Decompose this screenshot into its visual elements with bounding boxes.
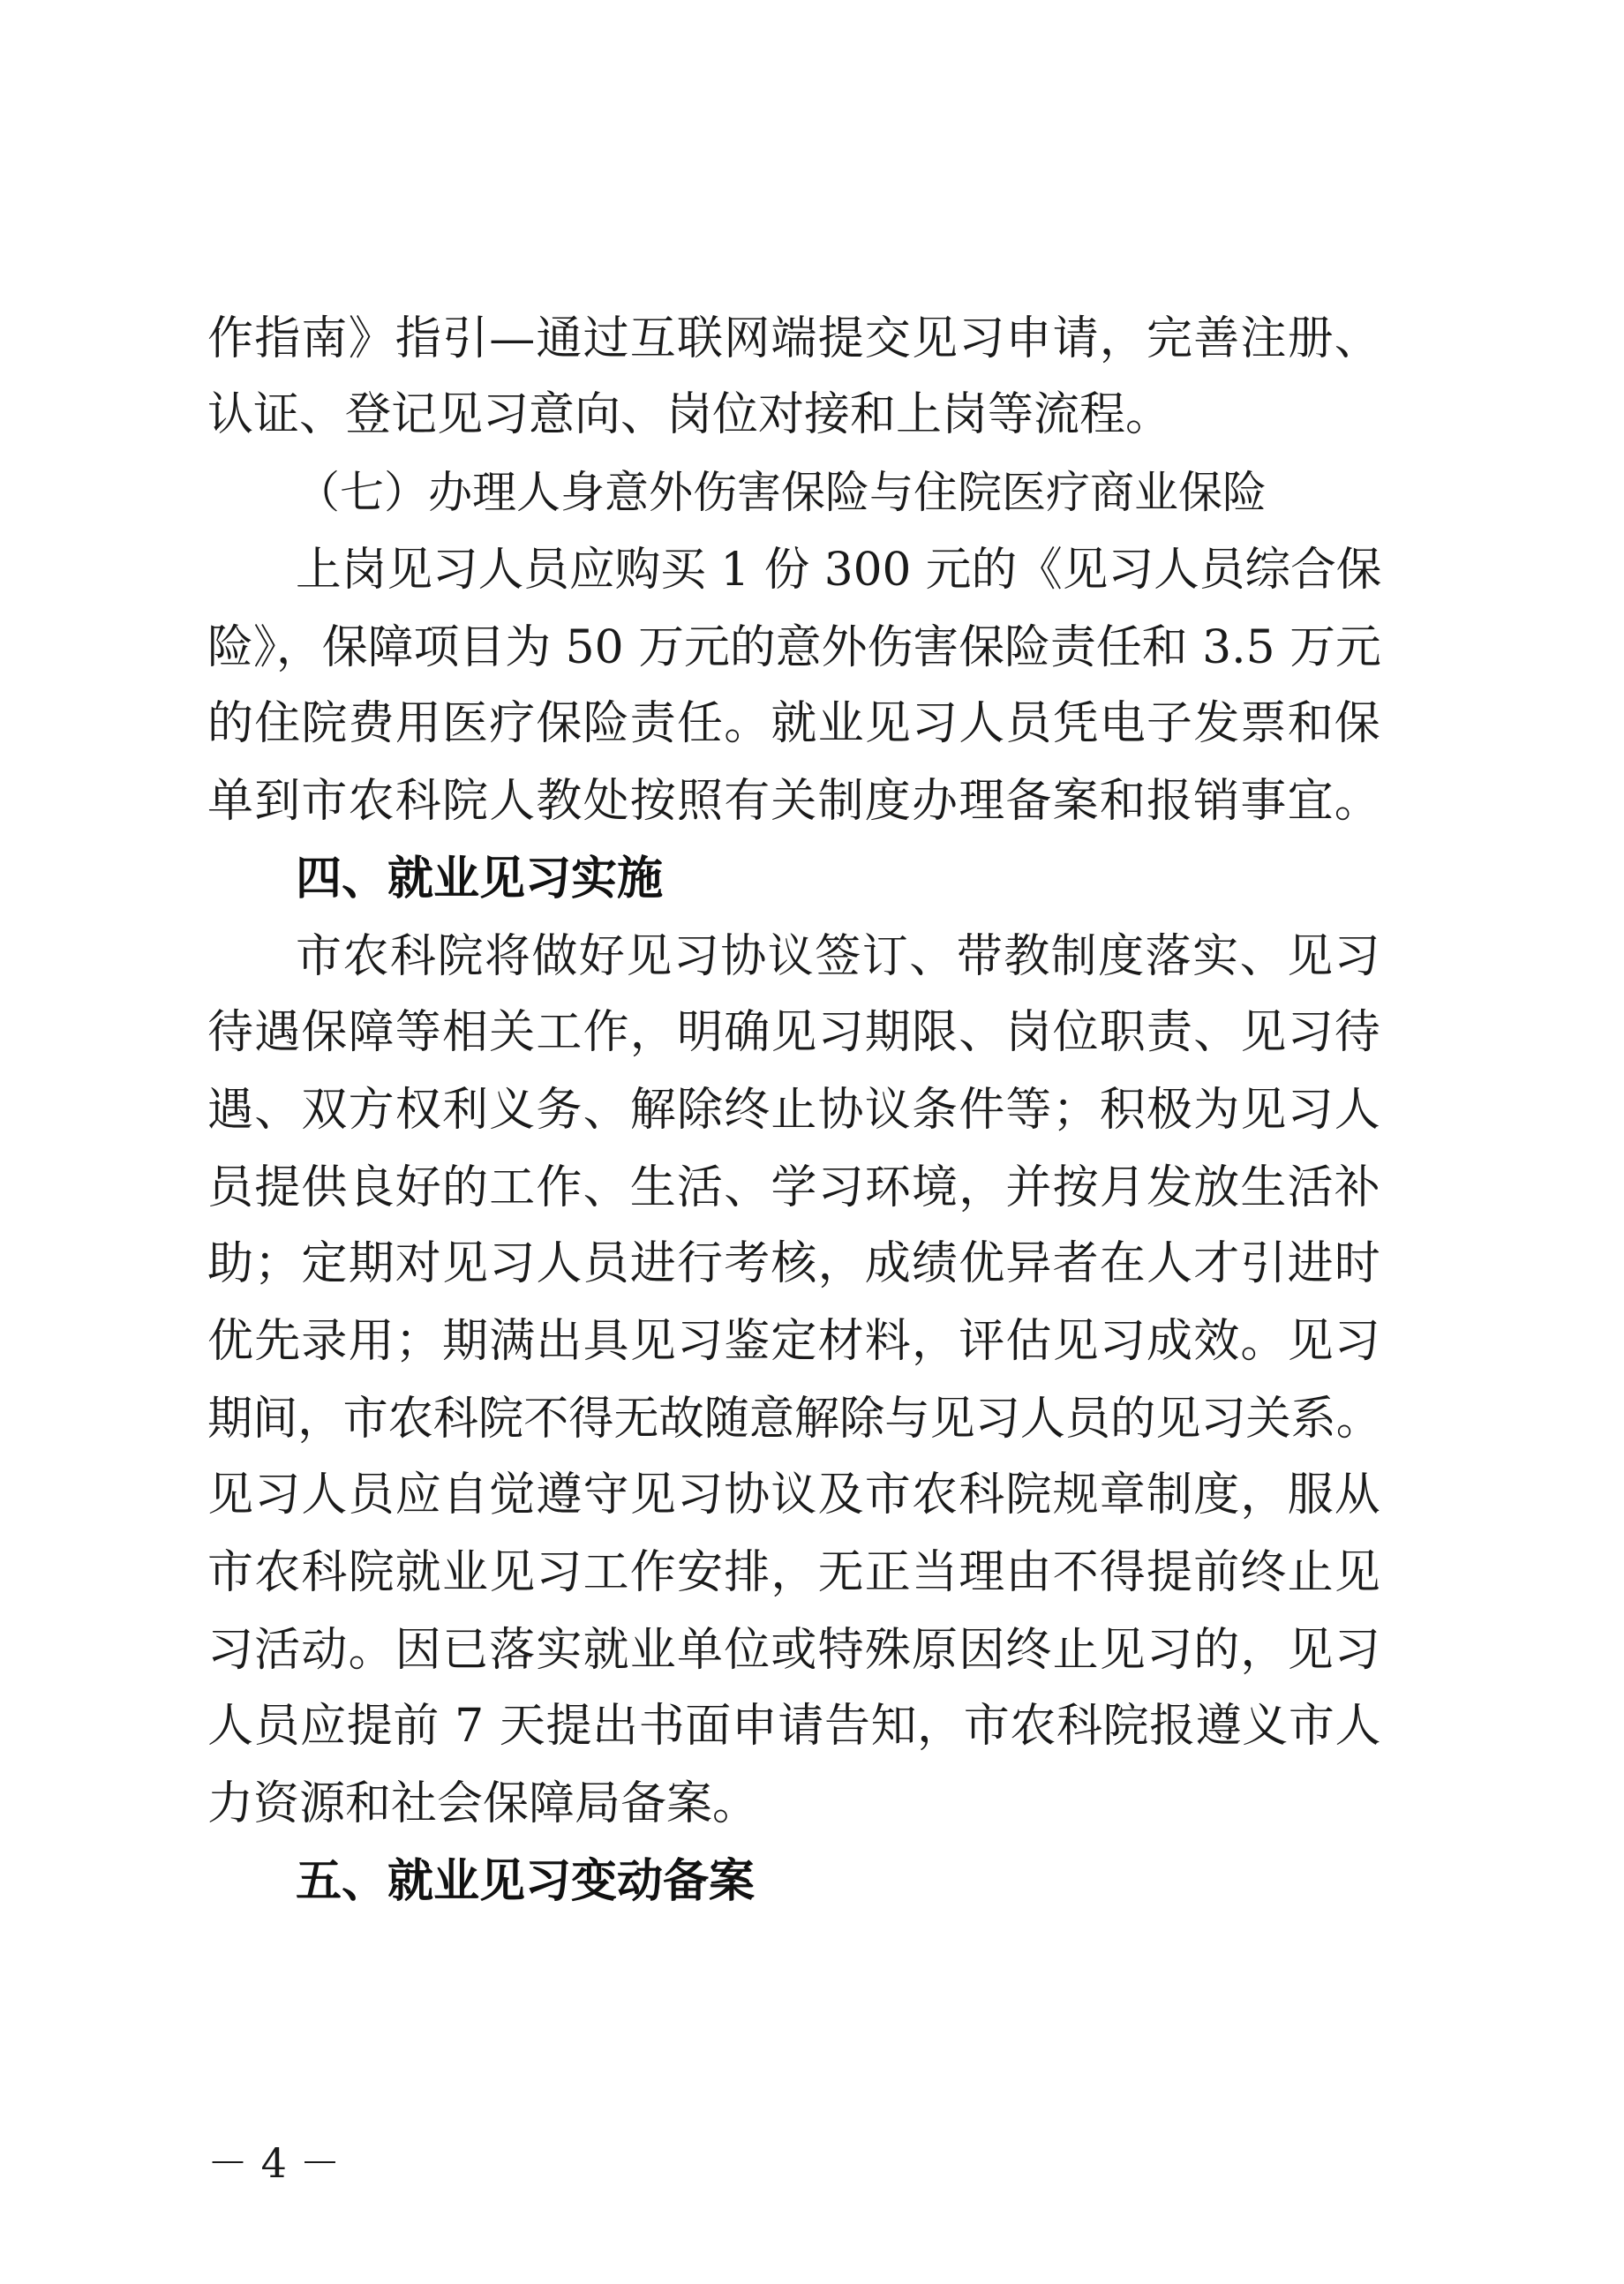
paragraph-line: 作指南》指引—通过互联网端提交见习申请，完善注册、 — [207, 312, 1382, 365]
paragraph-line: 期间，市农科院不得无故随意解除与见习人员的见习关系。 — [207, 1393, 1381, 1446]
page-number: － 4 － — [207, 2139, 341, 2187]
paragraph-line: 助；定期对见习人员进行考核，成绩优异者在人才引进时 — [207, 1237, 1382, 1290]
paragraph-line: 优先录用；期满出具见习鉴定材料，评估见习成效。见习 — [207, 1315, 1382, 1368]
paragraph-line: 的住院费用医疗保险责任。就业见习人员凭电子发票和保 — [207, 697, 1382, 750]
subsection-heading: （七）办理人身意外伤害保险与住院医疗商业保险 — [296, 467, 1267, 518]
paragraph-line: 市农科院将做好见习协议签订、带教制度落实、见习 — [296, 930, 1382, 983]
paragraph-line: 险》，保障项目为 50 万元的意外伤害保险责任和 3.5 万元 — [207, 621, 1381, 674]
paragraph-line: 员提供良好的工作、生活、学习环境，并按月发放生活补 — [207, 1161, 1382, 1214]
paragraph-line: 见习人员应自觉遵守见习协议及市农科院规章制度，服从 — [207, 1469, 1382, 1521]
paragraph-line: 力资源和社会保障局备案。 — [207, 1777, 759, 1830]
paragraph-line: 习活动。因已落实就业单位或特殊原因终止见习的，见习 — [207, 1624, 1382, 1677]
paragraph-line: 市农科院就业见习工作安排，无正当理由不得提前终止见 — [207, 1546, 1382, 1599]
paragraph-line: 人员应提前 7 天提出书面申请告知，市农科院报遵义市人 — [207, 1700, 1382, 1753]
section-heading: 四、就业见习实施 — [296, 853, 664, 905]
paragraph-line: 待遇保障等相关工作，明确见习期限、岗位职责、见习待 — [207, 1006, 1382, 1059]
paragraph-line: 单到市农科院人教处按照有关制度办理备案和报销事宜。 — [207, 775, 1382, 828]
paragraph-line: 上岗见习人员应购买 1 份 300 元的《见习人员综合保 — [296, 544, 1382, 597]
paragraph-line: 遇、双方权利义务、解除终止协议条件等；积极为见习人 — [207, 1084, 1382, 1137]
section-heading: 五、就业见习变动备案 — [296, 1855, 756, 1908]
paragraph-line: 认证、登记见习意向、岗位对接和上岗等流程。 — [207, 388, 1172, 441]
